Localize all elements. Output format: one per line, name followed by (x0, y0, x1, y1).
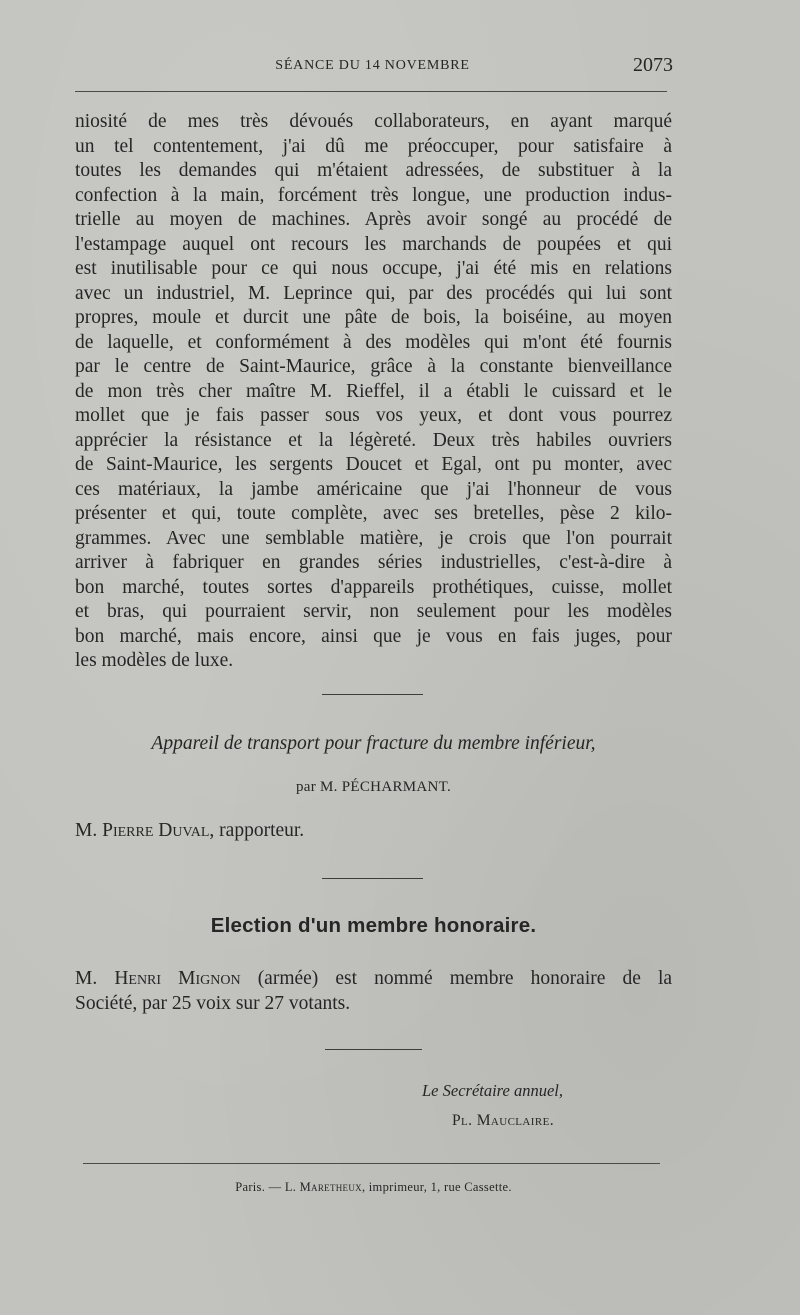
body-line: de mon très cher maître M. Rieffel, il a établi le cuissard et le (75, 380, 672, 402)
printer-imprint (75, 1180, 672, 1195)
imprint-initial: L. (284, 1180, 297, 1194)
body-line: les modèles de luxe. (75, 650, 234, 671)
body-line: et bras, qui pourraient servir, non seulement pour les modèles (75, 601, 672, 622)
body-line: apprécier la résistance et la légèreté. Deux très habiles ouvriers (75, 429, 672, 451)
body-line: par le centre de Saint-Maurice, grâce à la constante bienveillance (75, 356, 672, 377)
body-paragraph (75, 110, 672, 674)
body-line: niosité de mes très dévoués collaborateurs, en ayant marqué (75, 111, 672, 132)
body-line: ces matériaux, la jambe américaine que j'ai l'honneur de vous (75, 478, 672, 500)
signature-initial: Pl. (452, 1112, 473, 1129)
rapporteur-line (75, 820, 304, 842)
section-separator (325, 1049, 422, 1050)
page-number: 2073 (633, 54, 673, 76)
section-title-election: Election d'un membre honoraire. (210, 914, 537, 937)
section-title-transport-apparatus: Appareil de transport pour fracture du membre inférieur, (151, 733, 596, 754)
body-line: bon marché, mais encore, ainsi que je vous en fais juges, pour (75, 625, 672, 647)
body-line: grammes. Avec une semblable matière, je crois que l'on pourrait (75, 527, 672, 549)
author-byline: par M. PÉCHARMANT. (295, 779, 452, 795)
running-title: SÉANCE DU 14 NOVEMBRE (275, 58, 470, 73)
body-line: est inutilisable pour ce qui nous occupe, j'ai été mis en relations (75, 258, 672, 279)
signature-name (452, 1112, 554, 1130)
body-line: mollet que je fais passer sous vos yeux, et dont vous pourrez (75, 405, 672, 426)
header-rule (75, 91, 667, 92)
election-paragraph (75, 966, 672, 1016)
section-separator (322, 694, 423, 695)
rapporteur-prefix: M. (75, 820, 98, 841)
signature-surname: Mauclaire. (476, 1112, 554, 1129)
body-line: arriver à fabriquer en grandes séries industrielles, c'est-à-dire à (75, 552, 672, 573)
body-line: propres, moule et durcit une pâte de bois, la boiséine, au moyen (75, 307, 672, 328)
body-line: bon marché, toutes sortes d'appareils prothétiques, cuisse, mollet (75, 576, 672, 598)
body-line: trielle au moyen de machines. Après avoir songé au procédé de (75, 209, 672, 230)
imprint-prefix: Paris. — (235, 1180, 282, 1194)
body-line: de laquelle, et conformément à des modèles qui m'ont été fournis (75, 331, 672, 353)
body-line: un tel contentement, j'ai dû me préoccuper, pour satisfaire à (75, 135, 672, 157)
signature-role: Le Secrétaire annuel, (422, 1081, 563, 1100)
body-line: avec un industriel, M. Leprince qui, par des procédés qui lui sont (75, 282, 672, 304)
body-line: présenter et qui, toute complète, avec ses bretelles, pèse 2 kilo- (75, 503, 672, 524)
imprint-printer-name: Maretheux (299, 1180, 362, 1194)
election-prefix: M. (75, 968, 98, 989)
imprint-rest: , imprimeur, 1, rue Cassette. (361, 1180, 512, 1194)
body-line: l'estampage auquel ont recours les marchands de poupées et qui (75, 233, 672, 255)
footer-rule (83, 1163, 660, 1164)
running-header (75, 54, 673, 80)
election-line (75, 966, 672, 991)
body-line: toutes les demandes qui m'étaient adressées, de substituer à la (75, 160, 672, 181)
rapporteur-suffix: , rapporteur. (209, 820, 305, 841)
body-line: de Saint-Maurice, les sergents Doucet et Egal, ont pu monter, avec (75, 454, 672, 475)
body-line: confection à la main, forcément très longue, une production indus- (75, 184, 672, 206)
rapporteur-name: Pierre Duval (102, 820, 210, 841)
election-line: Société, par 25 voix sur 27 votants. (75, 993, 351, 1014)
section-separator (322, 878, 423, 879)
member-name: Henri Mignon (114, 968, 241, 989)
election-line-rest: (armée) est nommé membre honoraire de la (257, 968, 673, 989)
